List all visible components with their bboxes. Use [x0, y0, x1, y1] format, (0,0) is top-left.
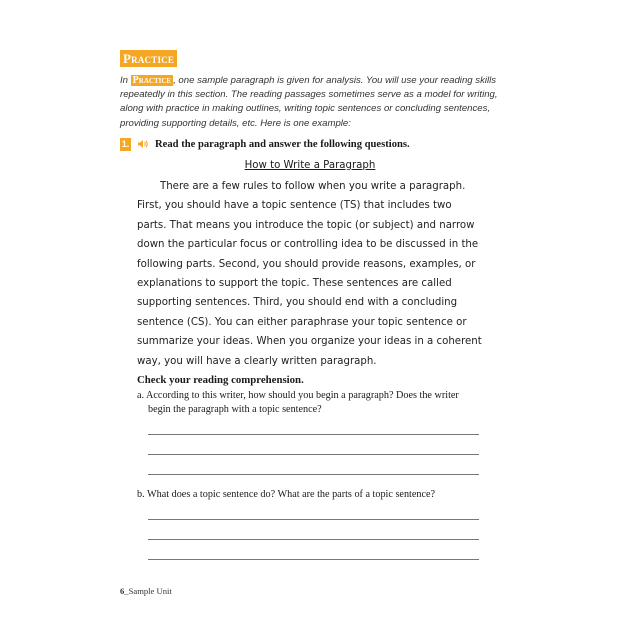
- question-a: [137, 389, 482, 417]
- instruction-text: Read the paragraph and answer the following questions.: [155, 138, 410, 150]
- answer-line-b2[interactable]: [148, 539, 479, 540]
- question-number-badge: 1.: [121, 138, 130, 149]
- question-b: [137, 488, 482, 502]
- intro-text-before: In: [120, 75, 131, 86]
- speaker-icon[interactable]: [137, 138, 149, 150]
- answer-line-b1[interactable]: [148, 519, 479, 520]
- answer-line-a3[interactable]: [148, 474, 479, 475]
- answer-line-b3[interactable]: [148, 559, 479, 560]
- question-a-text: a. According to this writer, how should you begin a paragraph? Does the writer begin the paragraph with a topic sentence?: [137, 390, 459, 415]
- intro-paragraph: [120, 74, 500, 131]
- page-footer: [120, 586, 172, 596]
- answer-line-a1[interactable]: [148, 434, 479, 435]
- page-number: 6: [120, 586, 125, 596]
- answer-line-a2[interactable]: [148, 454, 479, 455]
- passage-body: There are a few rules to follow when you write a paragraph. First, you should have a topic sentence (TS) that includes two parts. That means you introduce the topic (or subject) and narrow down the particular focus or controlling idea to be discussed in the following parts. Second, you should provide reasons, examples, or explanations to support the topic. These sentences are called supporting sentences. Third, you should end with a concluding sentence (CS). You can either paraphrase your topic sentence or summarize your ideas. When you organize your ideas in a coherent way, you will have a clearly written paragraph.: [137, 181, 482, 367]
- instruction-row: [120, 137, 410, 151]
- practice-heading: Practice: [120, 50, 177, 67]
- intro-practice-badge: Practice: [132, 75, 172, 86]
- question-b-text: b. What does a topic sentence do? What are the parts of a topic sentence?: [137, 489, 436, 500]
- comprehension-heading: Check your reading comprehension.: [137, 374, 304, 386]
- footer-label: _Sample Unit: [124, 586, 172, 596]
- intro-text-after: , one sample paragraph is given for analysis. You will use your reading skills repeatedly in this section. The reading passages sometimes serve as a model for writing, along with practice in making outlines, writing topic sentences or concluding sentences, providing supporting details, etc. Here is one example:: [120, 75, 498, 129]
- passage-title: How to Write a Paragraph: [244, 160, 376, 171]
